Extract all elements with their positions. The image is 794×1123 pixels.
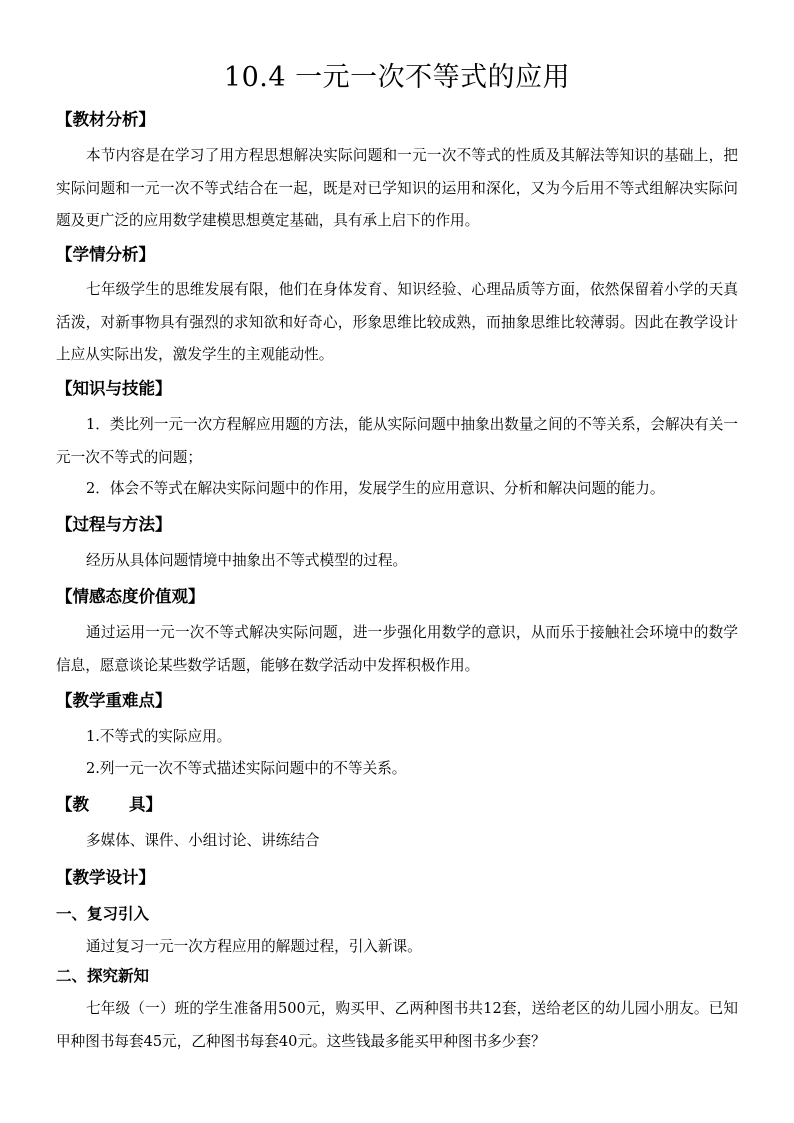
heading-material-analysis: 【教材分析】 xyxy=(56,110,155,129)
heading-knowledge-skills: 【知识与技能】 xyxy=(56,379,172,398)
heading-student-analysis: 【学情分析】 xyxy=(56,245,155,264)
paragraph-knowledge-item-1: 1．类比列一元一次方程解应用题的方法，能从实际问题中抽象出数量之间的不等关系，会解决有关一元一次不等式的问题； xyxy=(56,416,738,466)
keypoint-item-2: 2.列一元一次不等式描述实际问题中的不等关系。 xyxy=(86,760,407,777)
keypoint-item-1: 1.不等式的实际应用。 xyxy=(86,728,232,745)
page-title: 10.4 一元一次不等式的应用 xyxy=(223,62,571,93)
paragraph-knowledge-item-2: 2．体会不等式在解决实际问题中的作用，发展学生的应用意识、分析和解决问题的能力。 xyxy=(86,480,665,497)
paragraph-material-analysis: 本节内容是在学习了用方程思想解决实际问题和一元一次不等式的性质及其解法等知识的基础上，把实际问题和一元一次不等式结合在一起，既是对已学知识的运用和深化，又为今后用不等式组解决实际问题及更广泛的应用数学建模思想奠定基础，具有承上启下的作用。 xyxy=(56,147,738,229)
heading-process-method: 【过程与方法】 xyxy=(56,515,172,534)
heading-emotion-values: 【情感态度价值观】 xyxy=(56,587,205,606)
heading-teaching-tools-part-b: 具】 xyxy=(129,795,162,814)
heading-teaching-design: 【教学设计】 xyxy=(56,868,155,887)
paragraph-emotion-values: 通过运用一元一次不等式解决实际问题，进一步强化用数学的意识，从而乐于接触社会环境中的数学信息，愿意谈论某些数学话题，能够在数学活动中发挥积极作用。 xyxy=(56,624,738,674)
paragraph-teaching-tools: 多媒体、课件、小组讨论、讲练结合 xyxy=(86,832,320,849)
heading-key-points: 【教学重难点】 xyxy=(56,691,172,710)
paragraph-review: 通过复习一元一次方程应用的解题过程，引入新课。 xyxy=(86,938,422,955)
subsection-title-explore: 二、探究新知 xyxy=(56,966,150,985)
paragraph-process-method: 经历从具体问题情境中抽象出不等式模型的过程。 xyxy=(86,552,408,569)
paragraph-student-analysis: 七年级学生的思维发展有限，他们在身体发育、知识经验、心理品质等方面，依然保留着小学的天真活泼，对新事物具有强烈的求知欲和好奇心，形象思维比较成熟，而抽象思维比较薄弱。因此在教学设计上应从实际出发，激发学生的主观能动性。 xyxy=(56,281,738,363)
heading-teaching-tools xyxy=(56,793,162,817)
subsection-title-review: 一、复习引入 xyxy=(56,904,150,923)
paragraph-explore-problem: 七年级（一）班的学生准备用500元，购买甲、乙两种图书共12套，送给老区的幼儿园小朋友。已知甲种图书每套45元，乙种图书每套40元。这些钱最多能买甲种图书多少套？ xyxy=(56,1000,738,1050)
heading-teaching-tools-part-a: 【教 xyxy=(56,795,89,814)
